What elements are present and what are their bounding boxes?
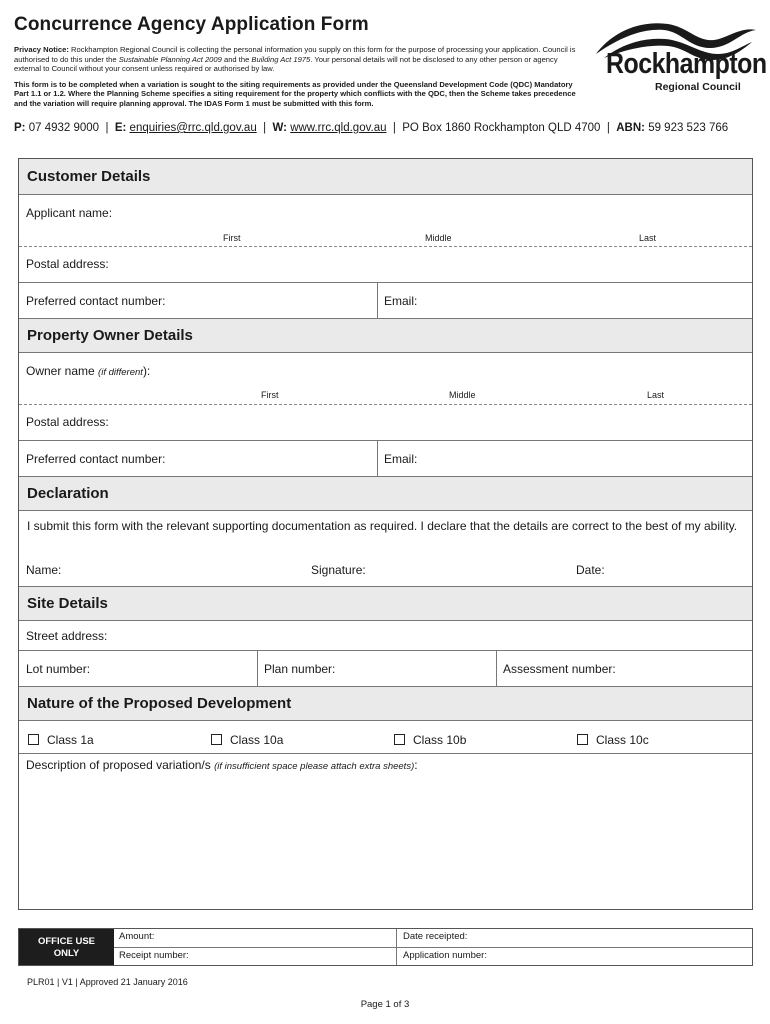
- website-link[interactable]: www.rrc.qld.gov.au: [290, 122, 387, 134]
- description-label-text: Description of proposed variation/s: [26, 758, 215, 772]
- office-use-box: [18, 928, 753, 966]
- class-10c-label: Class 10c: [596, 733, 649, 747]
- council-logo: [590, 18, 767, 98]
- middle-name-label: Middle: [449, 390, 476, 400]
- abn-value: 59 923 523 766: [648, 122, 729, 134]
- section-title: Property Owner Details: [27, 327, 193, 344]
- form-title: Concurrence Agency Application Form: [14, 14, 369, 35]
- privacy-act-2: Building Act 1975: [251, 54, 311, 64]
- column-divider: [496, 651, 497, 686]
- property-owner-heading: [19, 319, 752, 353]
- amount-label: Amount:: [119, 931, 155, 942]
- owner-name-text: Owner name: [26, 364, 95, 378]
- column-divider: [377, 441, 378, 476]
- contact-number-label: Preferred contact number:: [26, 452, 166, 466]
- owner-name-field[interactable]: [19, 353, 752, 405]
- column-divider: [257, 651, 258, 686]
- description-colon: :: [414, 758, 418, 772]
- divider: [114, 947, 752, 948]
- contact-number-label: Preferred contact number:: [26, 294, 166, 308]
- phone-label: P:: [14, 122, 26, 134]
- privacy-text-3: . Your personal details will not be disclosed to any other person or agency external to Council without your consent unless required or authorised by law.: [14, 54, 558, 74]
- privacy-act-1: Sustainable Planning Act 2009: [118, 54, 222, 64]
- contact-line: [14, 122, 728, 134]
- first-name-label: First: [261, 390, 279, 400]
- logo-subtitle: Regional Council: [655, 81, 741, 93]
- plan-number-label: Plan number:: [264, 662, 336, 676]
- owner-postal-address-field[interactable]: [19, 405, 752, 441]
- postal-address-label: Postal address:: [26, 415, 109, 429]
- middle-name-label: Middle: [425, 233, 452, 243]
- column-divider: [377, 283, 378, 318]
- class-10b-checkbox[interactable]: [394, 734, 405, 745]
- class-1a-label: Class 1a: [47, 733, 94, 747]
- description-textarea[interactable]: [19, 773, 752, 909]
- divider: [19, 753, 752, 754]
- email-label: E:: [114, 122, 127, 134]
- customer-details-heading: [19, 159, 752, 195]
- applicant-name-field[interactable]: [19, 195, 752, 247]
- privacy-text-2: and the: [221, 54, 252, 64]
- section-title: Customer Details: [27, 168, 151, 185]
- separator: |: [606, 122, 610, 134]
- class-10b-label: Class 10b: [413, 733, 467, 747]
- separator: |: [105, 122, 109, 134]
- abn-label: ABN:: [616, 122, 645, 134]
- declaration-body: [19, 511, 752, 587]
- first-name-label: First: [223, 233, 241, 243]
- page-number: Page 1 of 3: [360, 999, 410, 1010]
- section-title: Nature of the Proposed Development: [27, 695, 292, 712]
- lot-number-label: Lot number:: [26, 662, 91, 676]
- email-link[interactable]: enquiries@rrc.qld.gov.au: [129, 122, 257, 134]
- privacy-notice: [14, 45, 584, 74]
- class-1a-checkbox[interactable]: [28, 734, 39, 745]
- privacy-text-1: Rockhampton Regional Council is collecting the personal information you supply on this form for the purpose of processing your application. Council is authorised to do this under the: [14, 45, 576, 64]
- declaration-signature-label: Signature:: [311, 563, 366, 577]
- last-name-label: Last: [639, 233, 657, 243]
- section-title: Site Details: [27, 595, 108, 612]
- customer-postal-address-field[interactable]: [19, 247, 752, 283]
- separator: |: [263, 122, 267, 134]
- owner-name-label: [26, 364, 150, 378]
- date-receipted-label: Date receipted:: [403, 931, 468, 942]
- customer-contact-row: [19, 283, 752, 319]
- logo-wordmark: Rockhampton: [606, 48, 767, 80]
- receipt-number-label: Receipt number:: [119, 950, 189, 961]
- po-box: PO Box 1860 Rockhampton QLD 4700: [402, 122, 601, 134]
- office-use-line-1: OFFICE USE: [37, 936, 95, 947]
- owner-contact-row: [19, 441, 752, 477]
- section-title: Declaration: [27, 485, 109, 502]
- email-field-label: Email:: [384, 294, 418, 308]
- office-use-tag: [19, 929, 114, 965]
- street-address-field[interactable]: [19, 621, 752, 651]
- description-note: (if insufficient space please attach extra sheets): [214, 761, 415, 772]
- declaration-date-label: Date:: [576, 563, 605, 577]
- form-version-code: PLR01 | V1 | Approved 21 January 2016: [27, 977, 188, 987]
- separator: |: [392, 122, 396, 134]
- site-numbers-row: [19, 651, 752, 687]
- last-name-label: Last: [647, 390, 665, 400]
- class-10a-checkbox[interactable]: [211, 734, 222, 745]
- application-number-label: Application number:: [403, 950, 487, 961]
- email-field-label: Email:: [384, 452, 418, 466]
- owner-name-note: (if different: [98, 367, 143, 378]
- declaration-name-label: Name:: [26, 563, 62, 577]
- development-body: [19, 721, 752, 909]
- applicant-name-label: Applicant name:: [26, 206, 113, 220]
- class-10a-label: Class 10a: [230, 733, 284, 747]
- description-label: [26, 758, 418, 772]
- qdc-note: This form is to be completed when a variation is sought to the siting requirements as provided under the Queensland Development Code (QDC) Mandatory Part 1.1 or 1.2. Where the Planning Scheme specifies a siting requirement for the property which conflicts with the QDC, then the Scheme takes precedence and the variation will require planning approval. The IDAS Form 1 must be submitted with this form.: [14, 79, 576, 108]
- declaration-text: I submit this form with the relevant supporting documentation as required. I declare that the details are correct to the best of my ability.: [27, 519, 738, 533]
- owner-name-note-close: ):: [142, 364, 151, 378]
- declaration-heading: [19, 477, 752, 511]
- phone-value: 07 4932 9000: [28, 122, 100, 134]
- street-address-label: Street address:: [26, 629, 108, 643]
- postal-address-label: Postal address:: [26, 257, 109, 271]
- column-divider: [396, 929, 397, 965]
- development-heading: [19, 687, 752, 721]
- site-details-heading: [19, 587, 752, 621]
- assessment-number-label: Assessment number:: [503, 662, 616, 676]
- web-label: W:: [272, 122, 287, 134]
- office-use-line-2: ONLY: [53, 947, 80, 959]
- privacy-notice-label: Privacy Notice:: [14, 45, 69, 54]
- application-form: [18, 158, 753, 910]
- form-header: [14, 14, 584, 109]
- class-10c-checkbox[interactable]: [577, 734, 588, 745]
